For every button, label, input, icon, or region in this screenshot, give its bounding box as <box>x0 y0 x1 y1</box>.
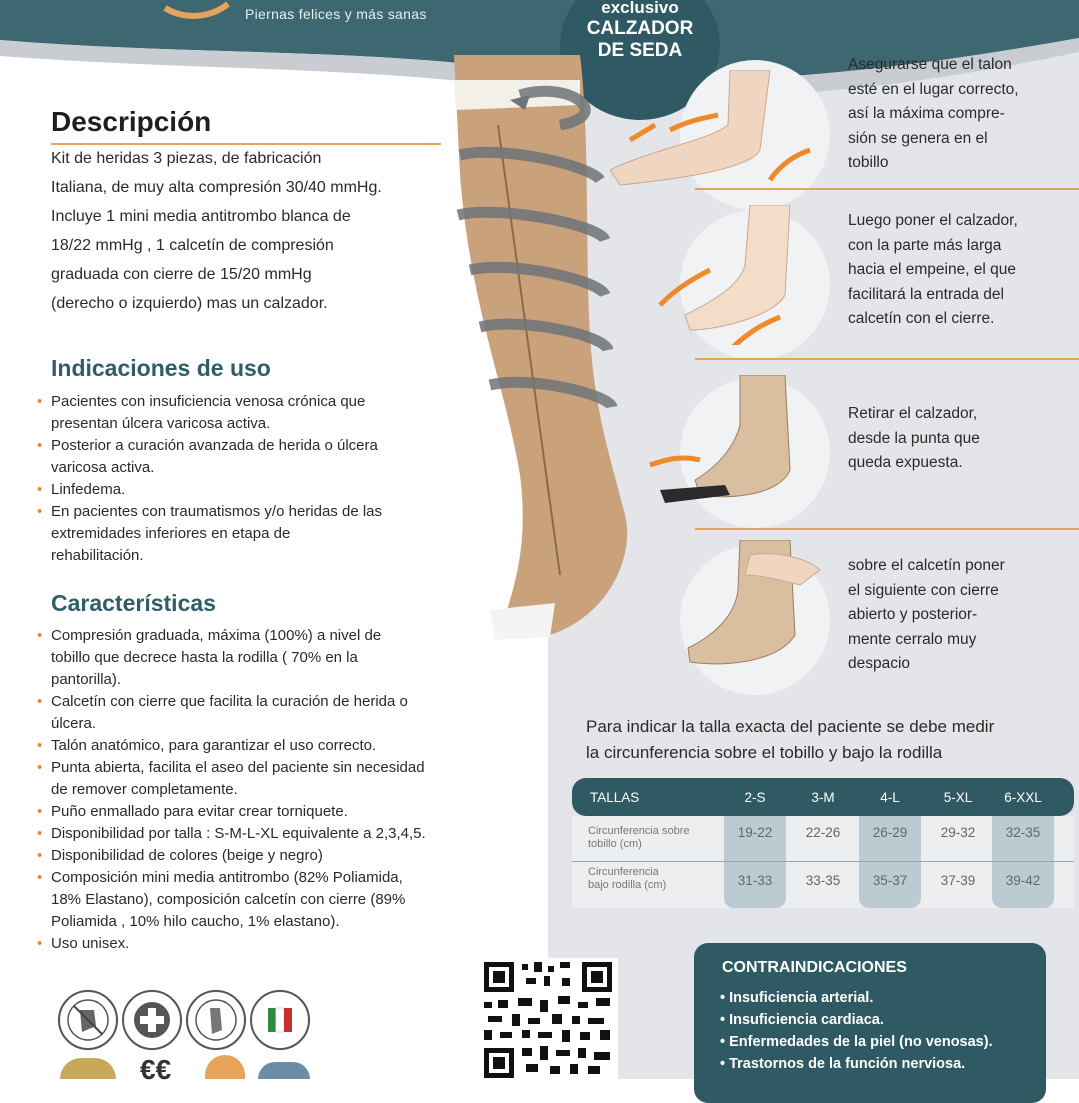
size-cell: 31-33 <box>737 873 773 888</box>
description-line: graduada con cierre de 15/20 mmHg <box>51 266 312 283</box>
size-header-label: TALLAS <box>590 790 640 805</box>
step-3-text: Retirar el calzador, desde la punta que queda expuesta. <box>848 405 980 471</box>
list-item: • Calcetín con cierre que facilita la curación de herida o úlcera. <box>35 691 495 735</box>
size-cell: 39-42 <box>1005 873 1041 888</box>
contraindications-list <box>720 987 993 1075</box>
list-item: • En pacientes con traumatismos y/o heridas de las extremidades inferiores en etapa de rehabilitación. <box>35 501 475 567</box>
contraindications-box <box>694 943 1046 1103</box>
size-row-label: Circunferencia sobre tobillo (cm) <box>588 825 690 850</box>
list-item: • Puño enmallado para evitar crear torniquete. <box>35 801 495 823</box>
step-separator <box>695 528 1079 530</box>
description-line: Kit de heridas 3 piezas, de fabricación <box>51 150 322 167</box>
indications-list <box>35 391 475 567</box>
list-item: • Composición mini media antitrombo (82% Poliamida, 18% Elastano), composición calcetín con cierre (89% Poliamida , 10% hilo caucho, 1% elastano). <box>35 867 495 933</box>
qr-code-icon <box>478 958 618 1079</box>
list-item: • Uso unisex. <box>35 933 495 955</box>
list-item: • Punta abierta, facilita el aseo del paciente sin necesidad de remover completamente. <box>35 757 495 801</box>
graduated-compression-badge-icon <box>186 990 246 1050</box>
made-in-italy-badge-icon <box>250 990 310 1050</box>
description-line: (derecho o izquierdo) mas un calzador. <box>51 295 328 312</box>
size-table-divider <box>572 861 1074 862</box>
medical-device-badge-icon <box>122 990 182 1050</box>
list-item: • Talón anatómico, para garantizar el uso correcto. <box>35 735 495 757</box>
description-line: 18/22 mmHg , 1 calcetín de compresión <box>51 237 334 254</box>
list-item: • Linfedema. <box>35 479 475 501</box>
list-item: • Compresión graduada, máxima (100%) a nivel de tobillo que decrece hasta la rodilla ( 70% en la pantorilla). <box>35 625 495 691</box>
list-item: • Disponibilidad por talla : S-M-L-XL equivalente a 2,3,4,5. <box>35 823 495 845</box>
size-note: Para indicar la talla exacta del paciente se debe medir la circunferencia sobre el tobillo y bajo la rodilla <box>586 717 995 762</box>
size-header-cell: 2-S <box>744 790 766 805</box>
list-item: • Enfermedades de la piel (no venosas). <box>720 1031 993 1053</box>
step-separator <box>695 358 1079 360</box>
size-cell: 26-29 <box>872 825 908 840</box>
features-list <box>35 625 495 955</box>
certification-seal-icon <box>60 1058 116 1079</box>
size-header-cell: 4-L <box>880 790 900 805</box>
badge-line-3: DE SEDA <box>597 40 683 61</box>
list-item: • Trastornos de la función nerviosa. <box>720 1053 993 1075</box>
step-4-text: sobre el calcetín poner el siguiente con cierre abierto y posterior- mente cerralo muy despacio <box>848 557 1005 672</box>
indications-title: Indicaciones de uso <box>51 355 271 381</box>
ce-mark-icon: €€ <box>140 1054 172 1085</box>
list-item: • Disponibilidad de colores (beige y negro) <box>35 845 495 867</box>
size-cell: 37-39 <box>940 873 976 888</box>
description-line: Incluye 1 mini media antitrombo blanca de <box>51 208 351 225</box>
description-line: Italiana, de muy alta compresión 30/40 mmHg. <box>51 179 382 196</box>
foot-heel-icon <box>610 70 830 200</box>
anatomic-heel-badge-icon <box>58 990 118 1050</box>
badge-line-1: exclusivo <box>601 0 679 17</box>
size-header-cell: 5-XL <box>943 790 973 805</box>
brand-mark-icon <box>205 1055 245 1079</box>
description-title: Descripción <box>51 106 212 137</box>
step-2-text: Luego poner el calzador, con la parte más larga hacia el empeine, el que facilitará la entrada del calcetín con el cierre. <box>848 212 1018 327</box>
list-item: • Pacientes con insuficiencia venosa crónica que presentan úlcera varicosa activa. <box>35 391 475 435</box>
description-text <box>51 144 471 318</box>
zip-close-icon <box>680 540 830 680</box>
size-cell: 22-26 <box>805 825 841 840</box>
remove-shoehorn-icon <box>640 375 830 515</box>
size-table <box>572 778 1074 908</box>
size-header-cell: 6-XXL <box>1004 790 1042 805</box>
badge-line-2: CALZADOR <box>586 18 694 39</box>
shoehorn-insert-icon <box>640 205 830 345</box>
list-item: • Insuficiencia cardiaca. <box>720 1009 993 1031</box>
step-separator <box>695 188 1079 190</box>
size-cell: 33-35 <box>805 873 841 888</box>
step-1-text: Asegurarse que el talon esté en el lugar correcto, así la máxima compre- sión se genera en el tobillo <box>848 56 1019 171</box>
size-header-cell: 3-M <box>811 790 835 805</box>
size-cell: 29-32 <box>940 825 976 840</box>
size-cell: 32-35 <box>1005 825 1041 840</box>
features-title: Características <box>51 590 216 616</box>
brand-tagline: Piernas felices y más sanas <box>245 6 427 22</box>
size-cell: 19-22 <box>737 825 773 840</box>
contraindications-title: CONTRAINDICACIONES <box>722 959 907 976</box>
list-item: • Insuficiencia arterial. <box>720 987 993 1009</box>
quality-seal-icon <box>258 1062 310 1079</box>
size-cell: 35-37 <box>872 873 908 888</box>
size-row-label: Circunferencia bajo rodilla (cm) <box>588 866 667 891</box>
list-item: • Posterior a curación avanzada de herida o úlcera varicosa activa. <box>35 435 475 479</box>
